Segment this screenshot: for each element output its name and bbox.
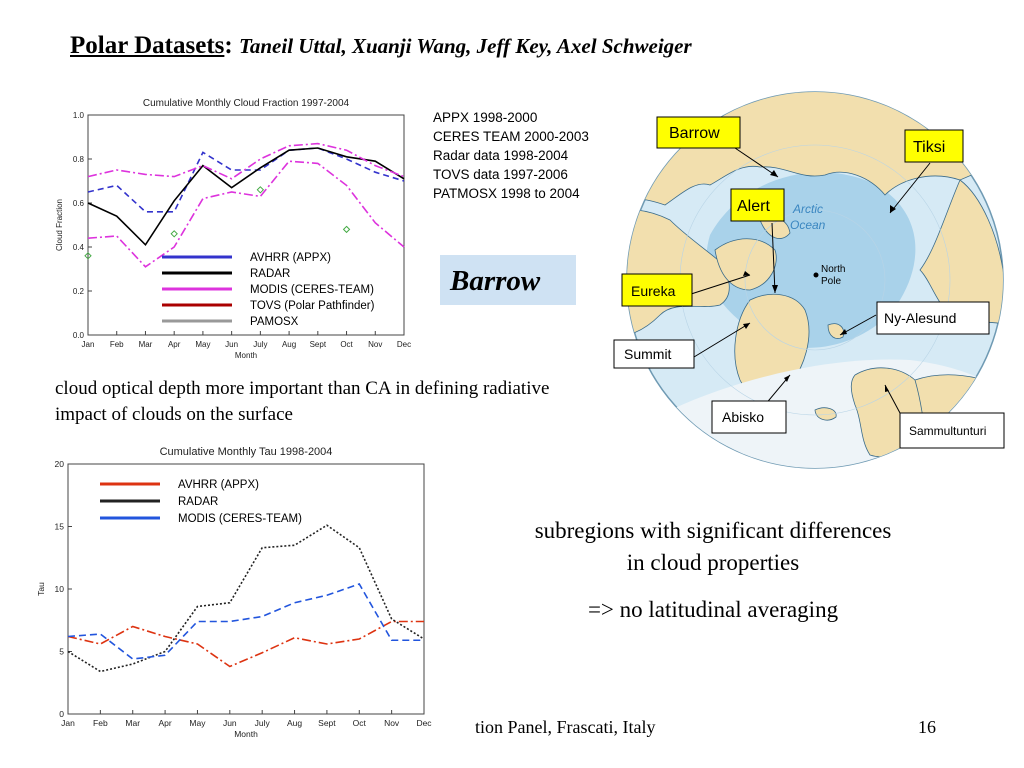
legend-label: MODIS (CERES-TEAM) (178, 513, 302, 525)
site-summit-label: Summit (624, 346, 672, 362)
footer-text: tion Panel, Frascati, Italy (475, 717, 656, 737)
x-tick-label: May (189, 718, 206, 728)
x-tick-label: Jun (225, 340, 239, 349)
x-tick-label: Oct (340, 340, 353, 349)
x-tick-label: Feb (93, 718, 108, 728)
y-tick-label: 0 (59, 709, 64, 719)
north-pole-dot (814, 273, 819, 278)
map-pole-label-1: North (821, 264, 846, 275)
title-main: Polar Datasets (70, 32, 225, 59)
site-tiksi-label: Tiksi (913, 139, 946, 156)
x-tick-label: Apr (167, 340, 181, 349)
y-tick-label: 1.0 (72, 111, 84, 120)
x-axis-label: Month (234, 729, 258, 739)
x-tick-label: Mar (138, 340, 153, 349)
arctic-map (600, 85, 1010, 470)
no-averaging-text: => no latitudinal averaging (587, 597, 839, 622)
subregions-text (468, 515, 958, 579)
page-number: 16 (918, 717, 936, 737)
x-tick-label: Aug (286, 718, 303, 728)
x-tick-label: May (195, 340, 211, 349)
site-nyalesund-label: Ny-Alesund (884, 310, 957, 326)
title-colon: : (224, 32, 233, 59)
site-barrow-label: Barrow (669, 125, 720, 142)
chart-title: Cumulative Monthly Tau 1998-2004 (159, 446, 333, 458)
site-eureka-label: Eureka (631, 283, 676, 299)
x-tick-label: Aug (281, 340, 297, 349)
x-tick-label: Dec (416, 718, 432, 728)
subregions-line-1: subregions with significant differences (534, 518, 892, 543)
series-marker (171, 231, 177, 237)
legend-label: AVHRR (APPX) (250, 252, 331, 264)
y-tick-label: 0.0 (72, 331, 84, 340)
x-tick-label: July (254, 718, 270, 728)
x-tick-label: Nov (384, 718, 400, 728)
x-tick-label: Apr (158, 718, 172, 728)
y-tick-label: 15 (54, 521, 64, 532)
legend-label: MODIS (CERES-TEAM) (250, 284, 374, 296)
series-line (68, 584, 424, 659)
series-marker (257, 187, 263, 193)
y-tick-label: 0.2 (72, 287, 84, 296)
x-tick-label: July (253, 340, 268, 349)
legend-label: AVHRR (APPX) (178, 479, 259, 491)
dataset-item: PATMOSX 1998 to 2004 (433, 186, 580, 201)
x-axis-label: Month (234, 351, 258, 360)
x-tick-label: Nov (368, 340, 383, 349)
subregions-line-2: in cloud properties (626, 550, 800, 575)
title-authors: Taneil Uttal, Xuanji Wang, Jeff Key, Axel Schweiger (238, 34, 692, 58)
dataset-item: TOVS data 1997-2006 (433, 167, 568, 182)
x-tick-label: Feb (109, 340, 124, 349)
map-ocean-label-1: Arctic (793, 202, 823, 216)
series-marker (344, 226, 350, 232)
dataset-item: APPX 1998-2000 (433, 110, 538, 125)
slide-title (70, 32, 692, 60)
map-ocean-label-2: Ocean (790, 218, 826, 232)
x-tick-label: Jan (61, 718, 75, 728)
chart-title: Cumulative Monthly Cloud Fraction 1997-2004 (142, 98, 350, 109)
dataset-item: Radar data 1998-2004 (433, 148, 569, 163)
map-pole-label-2: Pole (821, 276, 842, 287)
barrow-highlight-box (440, 255, 576, 305)
y-axis-label: Tau (36, 582, 46, 596)
x-tick-label: Oct (352, 718, 366, 728)
legend-label: RADAR (178, 496, 219, 508)
y-tick-label: 0.6 (72, 199, 84, 208)
x-tick-label: Dec (396, 340, 412, 349)
tau-chart (32, 442, 442, 747)
y-tick-label: 5 (59, 646, 64, 657)
series-line (88, 144, 404, 179)
series-line (88, 148, 404, 245)
y-tick-label: 0.4 (72, 243, 84, 252)
site-abisko-label: Abisko (722, 409, 765, 425)
y-tick-label: 10 (54, 584, 64, 594)
y-tick-label: 20 (54, 459, 64, 469)
barrow-highlight-label: Barrow (450, 265, 541, 297)
site-alert-label: Alert (737, 198, 770, 215)
dataset-list (433, 108, 589, 203)
legend-label: RADAR (250, 268, 291, 280)
x-tick-label: Mar (125, 718, 141, 728)
legend-label: TOVS (Polar Pathfinder) (250, 300, 375, 312)
series-line (68, 622, 424, 667)
cloud-fraction-chart (52, 95, 422, 365)
legend-label: PAMOSX (250, 316, 299, 328)
y-tick-label: 0.8 (72, 155, 84, 164)
optical-depth-note: cloud optical depth more important than CA in defining radiative impact of clouds on the surface (55, 378, 550, 425)
x-tick-label: Jan (81, 340, 95, 349)
site-sammultunturi-label: Sammultunturi (909, 424, 987, 438)
x-tick-label: Jun (222, 718, 237, 728)
x-tick-label: Sept (318, 718, 336, 728)
x-tick-label: Sept (309, 340, 327, 349)
dataset-item: CERES TEAM 2000-2003 (433, 129, 589, 144)
y-axis-label: Cloud Fraction (55, 198, 64, 252)
